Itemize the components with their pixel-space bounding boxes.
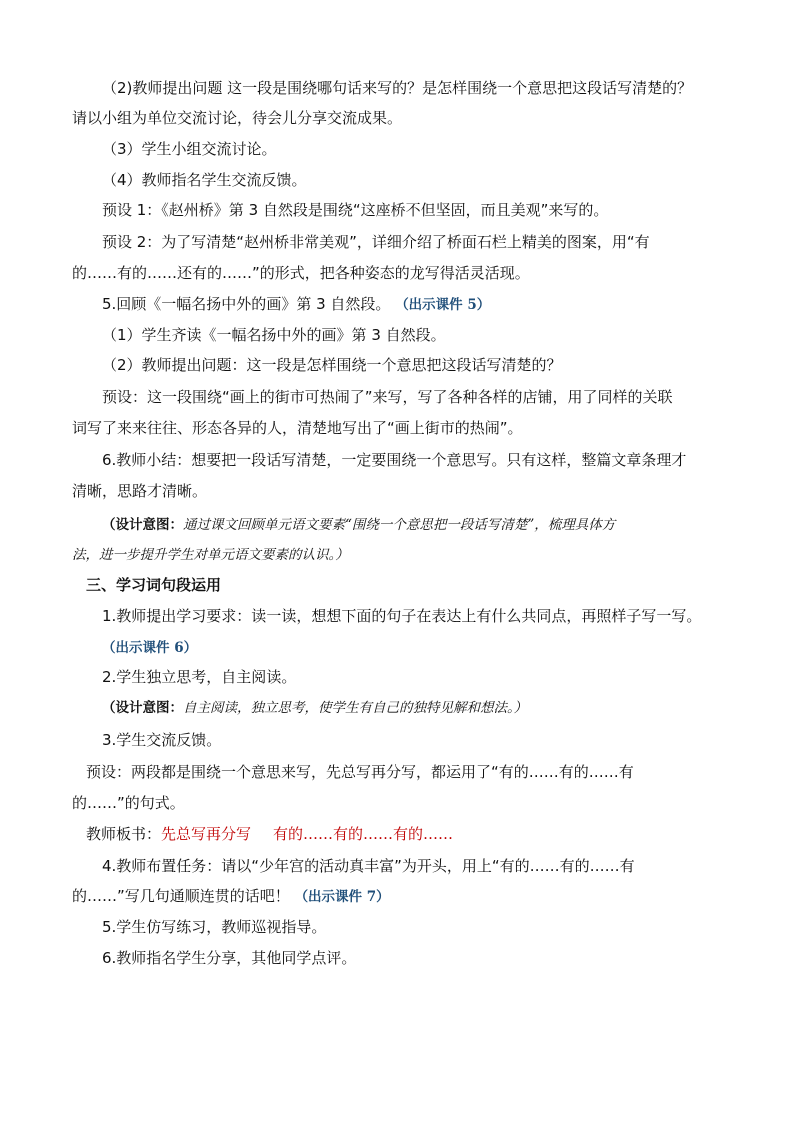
paragraph-line: 清晰，思路才清晰。	[72, 482, 208, 500]
paragraph-line: 预设：这一段围绕“画上的街市可热闹了”来写，写了各种各样的店铺，用了同样的关联	[102, 388, 673, 406]
board-label: 教师板书：	[86, 825, 162, 843]
paragraph-line: （2)教师提出问题 这一段是围绕哪句话来写的？是怎样围绕一个意思把这段话写清楚的？	[102, 79, 693, 97]
paragraph-line: 6.教师小结：想要把一段话写清楚，一定要围绕一个意思写。只有这样，整篇文章条理才	[102, 451, 687, 469]
design-label: （设计意图：	[102, 700, 183, 716]
design-intent	[102, 698, 527, 718]
courseware-note: （出示课件 7）	[294, 889, 390, 905]
design-text: 通过课文回顾单元语文要素“围绕一个意思把一段话写清楚”，梳理具体方	[183, 517, 616, 533]
paragraph-line: 请以小组为单位交流讨论，待会儿分享交流成果。	[72, 109, 403, 127]
board-item: 有的……有的……有的……	[273, 825, 454, 843]
paragraph-line: 预设 2：为了写清楚“赵州桥非常美观”，详细介绍了桥面石栏上精美的图案，用“有	[102, 233, 650, 251]
paragraph-line: 的……有的……还有的……”的形式，把各种姿态的龙写得活灵活现。	[72, 264, 530, 282]
paragraph-line: 3.学生交流反馈。	[102, 731, 222, 749]
paragraph-line: 词写了来来往往、形态各异的人，清楚地写出了“画上街市的热闹”。	[72, 419, 523, 437]
design-text: 自主阅读，独立思考，使学生有自己的独特见解和想法。）	[183, 700, 528, 716]
design-label: （设计意图：	[102, 517, 183, 533]
paragraph-line: 预设 1：《赵州桥》第 3 自然段是围绕“这座桥不但坚固，而且美观”来写的。	[102, 201, 609, 219]
design-intent-cont: 法，进一步提升学生对单元语文要素的认识。）	[72, 547, 349, 563]
paragraph-line: （4）教师指名学生交流反馈。	[102, 171, 307, 189]
paragraph-line: 2.学生独立思考，自主阅读。	[102, 668, 297, 686]
paragraph-line: 1.教师提出学习要求：读一读，想想下面的句子在表达上有什么共同点，再照样子写一写。	[102, 607, 702, 625]
board-item: 先总写再分写	[161, 825, 252, 843]
paragraph-line: （1）学生齐读《一幅名扬中外的画》第 3 自然段。	[102, 326, 446, 344]
section-heading: 三、学习词句段运用	[86, 576, 222, 594]
paragraph-line	[72, 886, 390, 907]
paragraph-line: 预设：两段都是围绕一个意思来写，先总写再分写，都运用了“有的……有的……有	[86, 763, 634, 781]
courseware-note: （出示课件 6）	[102, 640, 198, 656]
paragraph-line: （2）教师提出问题：这一段是怎样围绕一个意思把这段话写清楚的？	[102, 356, 562, 374]
paragraph-line: 6.教师指名学生分享，其他同学点评。	[102, 949, 357, 967]
paragraph-line: （3）学生小组交流讨论。	[102, 140, 277, 158]
paragraph-line: 4.教师布置任务：请以“少年宫的活动真丰富”为开头，用上“有的……有的……有	[102, 857, 635, 875]
paragraph-line: 的……”的句式。	[72, 794, 185, 812]
paragraph-line	[102, 637, 197, 658]
board-writing	[86, 824, 453, 844]
paragraph-line	[102, 294, 490, 315]
step-text: 的……”写几句通顺连贯的话吧！	[72, 887, 290, 905]
courseware-note: （出示课件 5）	[395, 297, 491, 313]
paragraph-line: 5.学生仿写练习，教师巡视指导。	[102, 918, 327, 936]
step-text: 5.回顾《一幅名扬中外的画》第 3 自然段。	[102, 295, 391, 313]
design-intent	[102, 515, 615, 535]
